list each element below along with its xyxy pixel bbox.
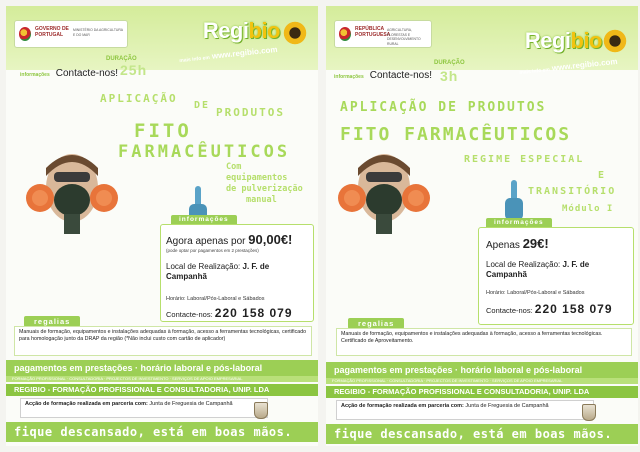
payment-note: (pode optar por pagamentos em 2 prestações): [166, 248, 259, 253]
regime-transitory: TRANSITÓRIO: [528, 186, 617, 197]
ministry-name: AGRICULTURA, FLORESTAS E DESENVOLVIMENTO RURAL: [387, 28, 421, 46]
sunflower-icon: [282, 20, 308, 46]
regime-and: E: [598, 170, 607, 181]
payment-schedule-band: pagamentos em prestações · horário laboral e pós-laboral: [326, 362, 638, 378]
government-name: GOVERNO DE PORTUGAL: [35, 26, 69, 38]
schedule-text: Horário: Laboral/Pós-Laboral e Sábados: [166, 296, 265, 302]
government-logo: [14, 20, 128, 48]
title-line3: FARMACÊUTICOS: [118, 142, 291, 162]
info-tab: informações: [486, 218, 552, 227]
parish-crest-icon: [582, 404, 596, 421]
regalias-tab: regalias: [348, 318, 404, 329]
flyer-right: [326, 6, 638, 446]
government-logo: [334, 20, 432, 48]
slogan-band: fique descansado, está em boas mãos.: [6, 422, 318, 442]
government-name: REPÚBLICA PORTUGUESA: [355, 26, 391, 38]
company-name: REGIBIO - FORMAÇÃO PROFISSIONAL E CONSULTADORIA, UNIP. LDA: [326, 386, 638, 398]
website-link[interactable]: mais info em www.regibio.com: [519, 56, 619, 77]
contact-label: informações: [20, 72, 50, 78]
title-line2: FITO FARMACÊUTICOS: [340, 124, 572, 145]
regibio-logo: Regibio: [202, 18, 280, 43]
sunflower-icon: [602, 28, 628, 54]
website-link[interactable]: mais info em www.regibio.com: [179, 44, 279, 65]
title-line1: APLICAÇÃO: [100, 92, 178, 105]
regime-line: REGIME ESPECIAL: [464, 154, 585, 165]
flyer-left: [6, 6, 318, 446]
equipment-line: equipamentos: [226, 173, 288, 183]
duration-label: DURAÇÃO: [106, 56, 137, 62]
parish-crest-icon: [254, 402, 268, 419]
company-name: REGIBIO - FORMAÇÃO PROFISSIONAL E CONSULTADORIA, UNIP. LDA: [6, 384, 318, 396]
duration-value: 3h: [440, 68, 459, 84]
duration-value: 25h: [120, 62, 148, 78]
ministry-name: MINISTÉRIO DA AGRICULTURA E DO MAR: [73, 28, 123, 37]
equipment-line: de pulverização: [226, 184, 303, 194]
contact-text: Contacte-nos!: [55, 68, 118, 79]
contact-label: informações: [334, 74, 364, 80]
worker-with-respirator-image: [336, 148, 432, 234]
portugal-emblem-icon: [339, 27, 351, 41]
slogan-band: fique descansado, está em boas mãos.: [326, 424, 638, 444]
price-text: Apenas 29€!: [486, 236, 549, 251]
regalias-text: Manuais de formação, equipamentos e instalações adequadas à formação, acesso a ferramentas tecnológicas. Certificado de Aproveitamento.: [336, 328, 632, 356]
title-de: DE: [194, 100, 211, 111]
module-label: Módulo I: [562, 204, 614, 214]
title-line1b: PRODUTOS: [216, 106, 285, 119]
equipment-line: manual: [246, 195, 277, 205]
regalias-text: Manuais de formação, equipamentos e instalações adequadas à formação, acesso a ferramentas tecnológicas, certificado para homologação junto da DRAP da região (*Não inclui custo com cartão de aplicador): [14, 326, 312, 356]
title-line2: FITO: [134, 120, 192, 142]
worker-with-respirator-image: [24, 148, 120, 234]
portugal-emblem-icon: [19, 27, 31, 41]
services-band: FORMAÇÃO PROFISSIONAL · CONSULTADORIA · PROJECTOS DE INVESTIMENTO · SERVIÇOS DE APOIO EMPRESARIAL: [326, 378, 638, 384]
payment-schedule-band: pagamentos em prestações · horário laboral e pós-laboral: [6, 360, 318, 376]
equipment-text: [226, 162, 303, 206]
location-text: Local de Realização: J. F. de Campanhã: [166, 262, 270, 281]
schedule-text: Horário: Laboral/Pós-Laboral e Sábados: [486, 290, 585, 296]
partnership-box: Acção de formação realizada em parceria com: Junta de Freguesia de Campanhã: [336, 400, 594, 420]
services-band: FORMAÇÃO PROFISSIONAL · CONSULTADORIA · PROJECTOS DE INVESTIMENTO · SERVIÇOS DE APOIO EMPRESARIAL: [6, 376, 318, 382]
title-line1: APLICAÇÃO DE PRODUTOS: [340, 100, 547, 115]
contact-row: [20, 68, 118, 79]
price-text: Agora apenas por 90,00€!: [166, 232, 293, 247]
regibio-logo: Regibio: [524, 28, 602, 53]
duration-label: DURAÇÃO: [434, 60, 465, 66]
phone-contact: Contacte-nos: 220 158 079: [166, 306, 293, 320]
contact-text: Contacte-nos!: [369, 70, 432, 81]
partnership-box: Acção de formação realizada em parceria com: Junta de Freguesia de Campanhã: [20, 398, 268, 418]
regalias-tab: regalias: [24, 316, 80, 327]
glove-hand-image: [502, 180, 526, 220]
equipment-line: Com: [226, 162, 242, 172]
contact-row: [334, 70, 432, 81]
info-tab: informações: [171, 215, 237, 224]
phone-contact: Contacte-nos: 220 158 079: [486, 302, 613, 316]
location-text: Local de Realização: J. F. de Campanhã: [486, 260, 590, 279]
